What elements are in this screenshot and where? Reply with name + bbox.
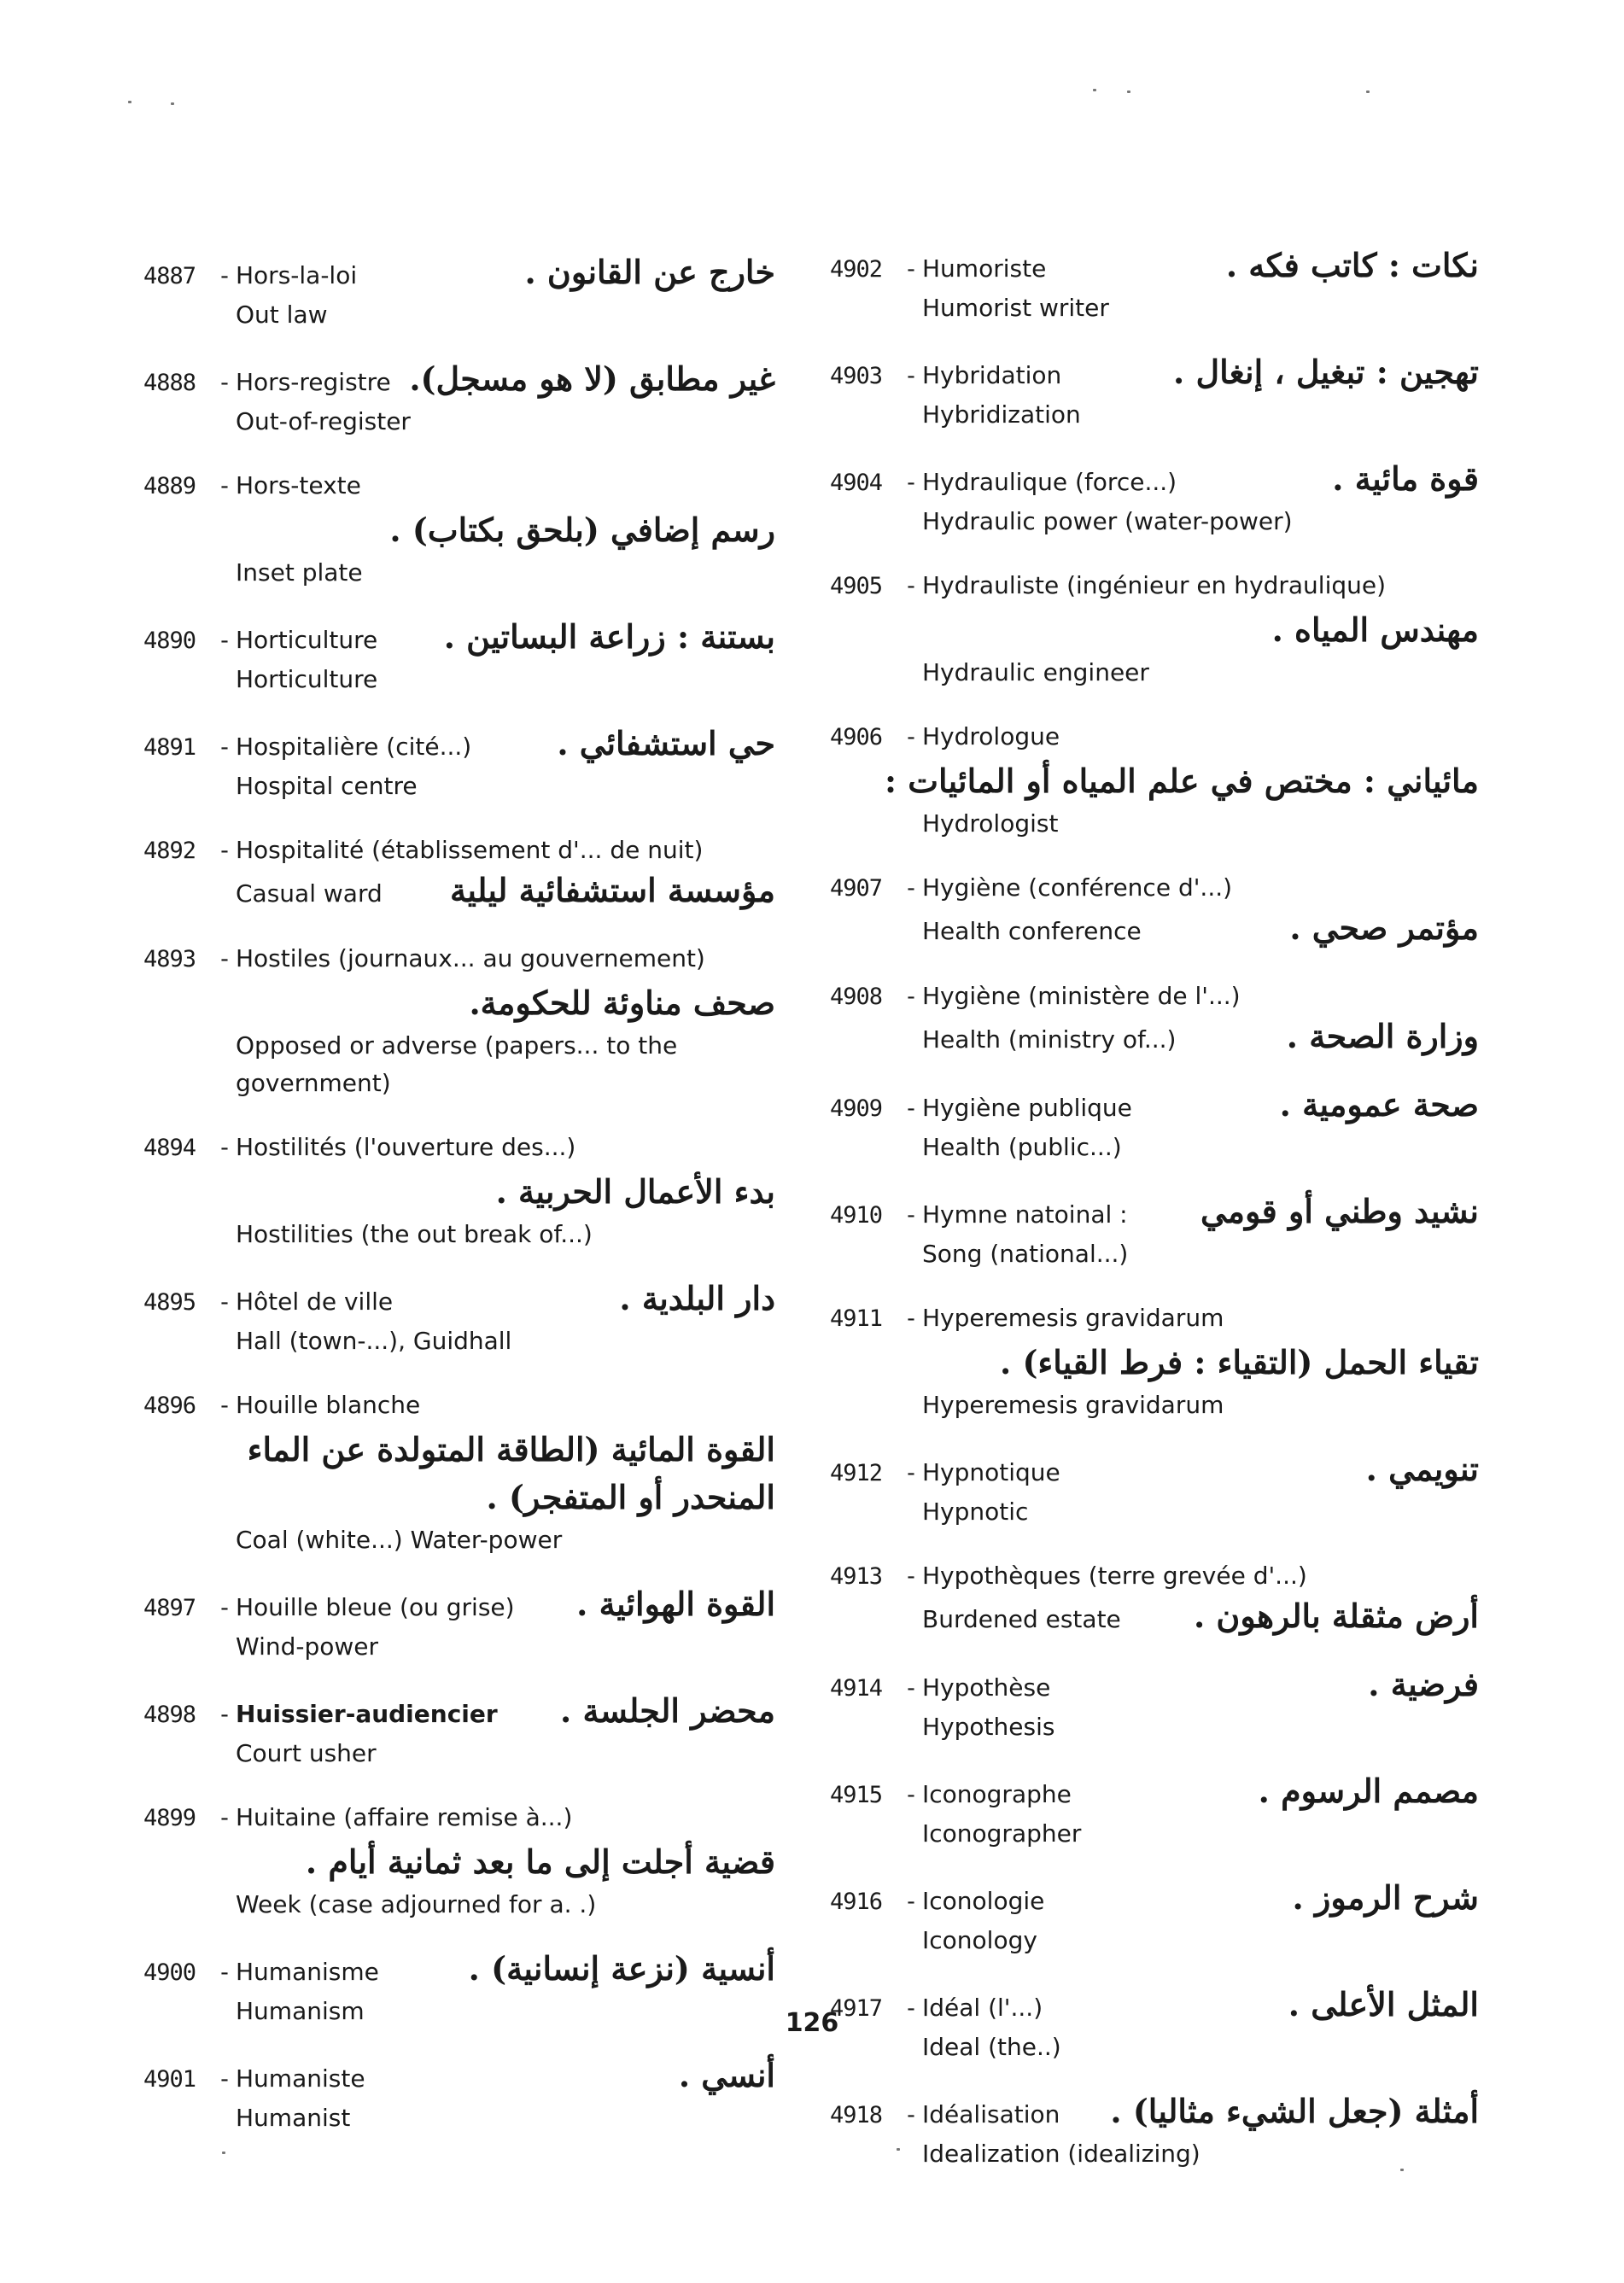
entry-number: 4899 — [143, 1805, 196, 1831]
entry-number: 4911 — [830, 1305, 883, 1332]
entry-4918: 4918 - Idéalisation أمثلة (جعل الشيء مثاليا) . Idealization (idealizing) — [830, 2092, 1479, 2173]
french-term: Hypnotique — [922, 1458, 1060, 1486]
arabic-term: قوة مائية . — [1332, 459, 1479, 498]
french-term: Hygiène (conférence d'...) — [922, 873, 1233, 902]
entry-4894: 4894 - Hostilités (l'ouverture des...) بدء الأعمال الحربية . Hostilities (the out break of...) — [143, 1128, 775, 1253]
french-term: Hydraulique (force...) — [922, 468, 1177, 496]
english-term: Casual ward — [236, 879, 383, 908]
french-term: Horticulture — [236, 626, 378, 654]
english-term: Hypnotic — [922, 1498, 1029, 1526]
page-number: 126 — [785, 2008, 839, 2038]
english-term: Iconographer — [922, 1819, 1082, 1848]
entry-number: 4904 — [830, 470, 883, 496]
french-term: Hypothèse — [922, 1673, 1051, 1702]
entry-4891: 4891 - Hospitalière (cité...) حي استشفائي . Hospital centre — [143, 724, 775, 805]
french-term: Hors-la-loi — [236, 261, 358, 289]
entry-4895: 4895 - Hôtel de ville دار البلدية . Hall (town-...), Guidhall — [143, 1279, 775, 1360]
english-term: Hybridization — [922, 400, 1081, 429]
entry-number: 4895 — [143, 1289, 196, 1316]
french-term: Humaniste — [236, 2064, 365, 2093]
entry-4902: 4902 - Humoriste نكات : كاتب فكه . Humorist writer — [830, 246, 1479, 327]
french-term: Idéalisation — [922, 2100, 1060, 2128]
arabic-term: مؤسسة استشفائية ليلية — [449, 871, 775, 909]
entry-number: 4897 — [143, 1595, 196, 1621]
french-term: Hygiène publique — [922, 1094, 1132, 1122]
english-term: Wind-power — [236, 1632, 379, 1661]
arabic-term-continued: المنحدر أو المتفجر) . — [486, 1478, 775, 1516]
arabic-term: القوة الهوائية . — [576, 1585, 775, 1623]
english-term: Health (ministry of...) — [922, 1025, 1177, 1054]
scan-speck — [1127, 91, 1130, 93]
english-term: Hydraulic engineer — [922, 658, 1149, 686]
english-term: Humorist writer — [922, 294, 1109, 322]
english-term: Hall (town-...), Guidhall — [236, 1327, 512, 1355]
entry-4887: 4887 - Hors-la-loi خارج عن القانون . Out law — [143, 253, 775, 334]
arabic-term: القوة المائية (الطاقة المتولدة عن الماء — [247, 1430, 775, 1468]
english-term: Ideal (the..) — [922, 2033, 1061, 2061]
arabic-term: أنسية (نزعة إنسانية) . — [468, 1949, 775, 1988]
entry-number: 4913 — [830, 1563, 883, 1590]
french-term: Hors-registre — [236, 368, 391, 396]
entry-4901: 4901 - Humaniste أنسي . Humanist — [143, 2056, 775, 2137]
arabic-term: غير مطابق (لا هو مسجل). — [409, 359, 775, 398]
arabic-term: المثل الأعلى . — [1288, 1985, 1479, 2023]
french-term: Huitaine (affaire remise à...) — [236, 1803, 573, 1831]
french-term: Hybridation — [922, 361, 1062, 389]
entry-4903: 4903 - Hybridation تهجين : تبغيل ، إنغال . Hybridization — [830, 353, 1479, 434]
arabic-term: وزارة الصحة . — [1286, 1017, 1479, 1055]
entry-number: 4891 — [143, 734, 196, 761]
english-term: Humanism — [236, 1997, 365, 2025]
french-term: Hospitalière (cité...) — [236, 733, 472, 761]
english-term: Out-of-register — [236, 407, 411, 435]
arabic-term: أنسي . — [678, 2056, 775, 2094]
arabic-term: صحة عمومية . — [1279, 1085, 1479, 1124]
english-term: Hostilities (the out break of...) — [236, 1220, 593, 1248]
entry-number: 4908 — [830, 984, 883, 1010]
entry-4897: 4897 - Houille bleue (ou grise) القوة الهوائية . Wind-power — [143, 1585, 775, 1666]
entry-number: 4888 — [143, 370, 196, 396]
arabic-term: بستنة : زراعة البساتين . — [443, 617, 775, 656]
french-term: Iconologie — [922, 1887, 1045, 1915]
english-term: Coal (white...) Water-power — [236, 1526, 563, 1554]
entry-4888: 4888 - Hors-registre غير مطابق (لا هو مسجل). Out-of-register — [143, 359, 775, 441]
entry-number: 4901 — [143, 2066, 196, 2093]
arabic-term: صحف مناوئة للحكومة. — [469, 984, 775, 1022]
english-term: Hydraulic power (water-power) — [922, 507, 1293, 535]
entry-number: 4896 — [143, 1393, 196, 1419]
entry-number: 4890 — [143, 628, 196, 654]
english-term: Song (national...) — [922, 1240, 1129, 1268]
entry-4915: 4915 - Iconographe مصمم الرسوم . Iconographer — [830, 1772, 1479, 1853]
left-column — [143, 253, 775, 2163]
french-term: Hostiles (journaux... au gouvernement) — [236, 944, 705, 972]
entry-number: 4917 — [830, 1995, 883, 2022]
french-term: Houille bleue (ou grise) — [236, 1593, 515, 1621]
entry-4889: 4889 - Hors-texte رسم إضافي (بلحق بكتاب) . Inset plate — [143, 466, 775, 592]
arabic-term: تهجين : تبغيل ، إنغال . — [1173, 353, 1479, 391]
entry-4905: 4905 - Hydrauliste (ingénieur en hydraulique) مهندس المياه . Hydraulic engineer — [830, 566, 1479, 692]
arabic-term: حي استشفائي . — [557, 724, 775, 762]
arabic-term: تقياء الحمل (التقياء : فرط القياء) . — [999, 1343, 1479, 1381]
entry-4911: 4911 - Hyperemesis gravidarum تقياء الحمل (التقياء : فرط القياء) . Hyperemesis gravidarum — [830, 1299, 1479, 1424]
entry-number: 4915 — [830, 1782, 883, 1808]
french-term: Idéal (l'...) — [922, 1994, 1043, 2022]
entry-number: 4905 — [830, 573, 883, 599]
arabic-term: أمثلة (جعل الشيء مثاليا) . — [1110, 2092, 1479, 2130]
entry-4899: 4899 - Huitaine (affaire remise à...) قضية أجلت إلى ما بعد ثمانية أيام . Week (case adjourned for a. .) — [143, 1798, 775, 1924]
arabic-term: بدء الأعمال الحربية . — [495, 1172, 775, 1211]
arabic-term: مهندس المياه . — [1271, 610, 1479, 649]
french-term: Hors-texte — [236, 471, 361, 499]
entry-number: 4900 — [143, 1959, 196, 1986]
english-term: Hypothesis — [922, 1713, 1055, 1741]
entry-number: 4893 — [143, 946, 196, 972]
french-term: Hôtel de ville — [236, 1287, 394, 1316]
entry-4892: 4892 - Hospitalité (établissement d'... de nuit) Casual ward مؤسسة استشفائية ليلية — [143, 831, 775, 914]
entry-4914: 4914 - Hypothèse فرضية . Hypothesis — [830, 1665, 1479, 1746]
entry-number: 4892 — [143, 838, 196, 864]
arabic-term: قضية أجلت إلى ما بعد ثمانية أيام . — [305, 1842, 775, 1881]
entry-4916: 4916 - Iconologie شرح الرموز . Iconology — [830, 1878, 1479, 1959]
entry-number: 4889 — [143, 473, 196, 499]
french-term: Iconographe — [922, 1780, 1072, 1808]
entry-4912: 4912 - Hypnotique تنويمي . Hypnotic — [830, 1450, 1479, 1531]
entry-4910: 4910 - Hymne natoinal : نشيد وطني أو قومي Song (national...) — [830, 1192, 1479, 1273]
french-term: Houille blanche — [236, 1391, 421, 1419]
entry-number: 4909 — [830, 1095, 883, 1122]
entry-number: 4914 — [830, 1675, 883, 1702]
entry-number: 4887 — [143, 263, 196, 289]
french-term: Huissier-audiencier — [236, 1700, 498, 1728]
arabic-term: نكات : كاتب فكه . — [1225, 246, 1479, 284]
entry-number: 4903 — [830, 363, 883, 389]
french-term: Hygiène (ministère de l'...) — [922, 982, 1241, 1010]
english-term: Hydrologist — [922, 809, 1059, 838]
entry-4913: 4913 - Hypothèques (terre grevée d'...) Burdened estate أرض مثقلة بالرهون . — [830, 1556, 1479, 1639]
arabic-term: نشيد وطني أو قومي — [1200, 1192, 1479, 1230]
french-term: Humanisme — [236, 1958, 379, 1986]
right-column — [830, 246, 1479, 2198]
entry-4906: 4906 - Hydrologue مائياني : مختص في علم المياه أو المائيات : Hydrologist — [830, 717, 1479, 843]
entry-number: 4907 — [830, 875, 883, 902]
arabic-term: رسم إضافي (بلحق بكتاب) . — [389, 511, 775, 549]
french-term: Hypothèques (terre grevée d'...) — [922, 1562, 1307, 1590]
scan-speck — [1093, 89, 1096, 91]
entry-number: 4902 — [830, 256, 883, 283]
french-term: Hydrologue — [922, 722, 1060, 750]
entry-4917: 4917 - Idéal (l'...) المثل الأعلى . Ideal (the..) — [830, 1985, 1479, 2066]
entry-number: 4916 — [830, 1889, 883, 1915]
french-term: Hydrauliste (ingénieur en hydraulique) — [922, 571, 1387, 599]
french-term: Hostilités (l'ouverture des...) — [236, 1133, 576, 1161]
scan-speck — [1400, 2169, 1404, 2171]
scan-speck — [1366, 91, 1370, 93]
english-term: Horticulture — [236, 665, 378, 693]
entry-4907: 4907 - Hygiène (conférence d'...) Health conference مؤتمر صحي . — [830, 868, 1479, 951]
arabic-term: أرض مثقلة بالرهون . — [1193, 1597, 1479, 1635]
entry-4908: 4908 - Hygiène (ministère de l'...) Health (ministry of...) وزارة الصحة . — [830, 977, 1479, 1060]
french-term: Hyperemesis gravidarum — [922, 1304, 1224, 1332]
french-term: Hymne natoinal : — [922, 1200, 1128, 1229]
entry-number: 4894 — [143, 1135, 196, 1161]
entry-4893: 4893 - Hostiles (journaux... au gouvernement) صحف مناوئة للحكومة. Opposed or adverse (papers... to the government) — [143, 939, 775, 1102]
entry-number: 4918 — [830, 2102, 883, 2128]
scan-speck — [128, 101, 131, 103]
scan-speck — [222, 2152, 225, 2154]
english-term: Inset plate — [236, 558, 363, 587]
entry-number: 4898 — [143, 1702, 196, 1728]
english-term: Out law — [236, 301, 328, 329]
scan-speck — [171, 102, 174, 105]
entry-4900: 4900 - Humanisme أنسية (نزعة إنسانية) . Humanism — [143, 1949, 775, 2030]
entry-4909: 4909 - Hygiène publique صحة عمومية . Health (public...) — [830, 1085, 1479, 1166]
entry-4904: 4904 - Hydraulique (force...) قوة مائية . Hydraulic power (water-power) — [830, 459, 1479, 540]
english-term: Opposed or adverse (papers... to the government) — [236, 1031, 678, 1097]
arabic-term: تنويمي . — [1365, 1450, 1479, 1488]
arabic-term: فرضية . — [1368, 1665, 1479, 1703]
english-term: Health conference — [922, 917, 1142, 945]
english-term: Burdened estate — [922, 1605, 1121, 1633]
entry-4898: 4898 - Huissier-audiencier محضر الجلسة . Court usher — [143, 1691, 775, 1772]
arabic-term: مائياني : مختص في علم المياه أو المائيات : — [884, 762, 1479, 800]
arabic-term: دار البلدية . — [619, 1279, 775, 1317]
arabic-term: مؤتمر صحي . — [1289, 908, 1479, 947]
scan-speck — [897, 2148, 900, 2151]
arabic-term: مصمم الرسوم . — [1258, 1772, 1479, 1810]
english-term: Hospital centre — [236, 772, 418, 800]
english-term: Hyperemesis gravidarum — [922, 1391, 1224, 1419]
entry-4896: 4896 - Houille blanche القوة المائية (الطاقة المتولدة عن الماء المنحدر أو المتفجر) . Coal (white...) Water-power — [143, 1386, 775, 1559]
french-term: Hospitalité (établissement d'... de nuit) — [236, 836, 704, 864]
arabic-term: شرح الرموز . — [1292, 1878, 1479, 1917]
entry-4890: 4890 - Horticulture بستنة : زراعة البساتين . Horticulture — [143, 617, 775, 698]
arabic-term: محضر الجلسة . — [559, 1691, 775, 1730]
english-term: Idealization (idealizing) — [922, 2140, 1200, 2168]
english-term: Humanist — [236, 2104, 351, 2132]
english-term: Week (case adjourned for a. .) — [236, 1890, 597, 1918]
entry-number: 4906 — [830, 724, 883, 750]
entry-number: 4912 — [830, 1460, 883, 1486]
english-term: Health (public...) — [922, 1133, 1122, 1161]
entry-number: 4910 — [830, 1202, 883, 1229]
french-term: Humoriste — [922, 254, 1047, 283]
english-term: Court usher — [236, 1739, 377, 1767]
english-term: Iconology — [922, 1926, 1037, 1954]
arabic-term: خارج عن القانون . — [524, 253, 775, 291]
